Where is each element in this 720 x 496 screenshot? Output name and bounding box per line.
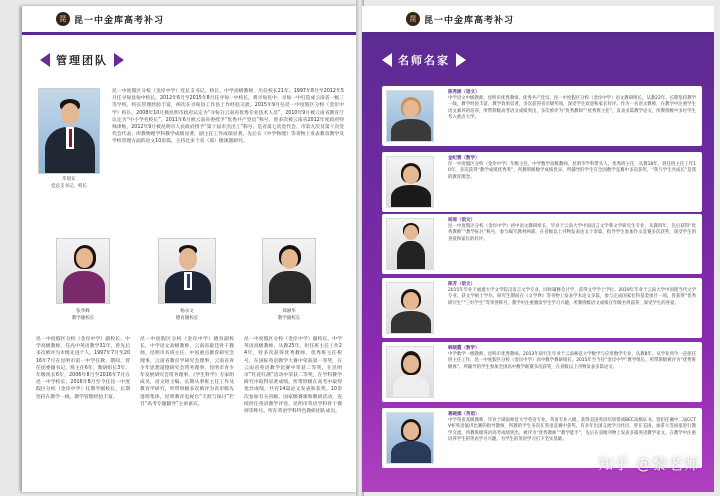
staff-caption-1 [48,308,118,322]
triangle-left-icon [382,53,392,67]
right-section-heading [382,50,466,70]
school-logo-icon: 昆 [56,12,70,26]
left-page [22,6,358,492]
teacher-card-5 [382,342,702,402]
staff-role-3: 教学副校长 [277,316,301,321]
teacher-card-1 [382,86,702,146]
teacher-photo-4 [386,282,434,334]
principal-bio: 昆一中度假区分校（金岸中学）党总支书记、校长，中学高级教师，历任校长21年。1997年8月至2012年5月任寻甸县甸中校长，2012年6月至2015年8月任寻甸一中校长，将寻甸民中、寻甸一中打造成云南省一级三等学校，校长管理经验丰富，两次在寻甸县工作县上作经验交流。2015年9月任昆一中度假区分校（金岸中学）校长，2008年10月被昆明市政府认定为“寻甸分云南省优秀专业技术人员”，2010年9月被云南省教育厅认定为“中小学名校长”，2011年6月被云南省委授予“优秀共产党员”称号，曾多次被云南省2012年度政府特殊津贴，2012年9月被昆明市人民政府授予“第十届市杰出工”称号。是省第七次党代会、市第九次及第十次党代会代表，所教物理学科教学成绩显著，副主任工作成绩显著。先后在《中学物理》等刊物上发表教育教学及学校管理方面的论文10余篇，主持过多个省（部）级课题研究。 [112,89,344,145]
zhihu-watermark: 知乎 @黎老师 [598,455,700,473]
teacher-card-3 [382,214,702,274]
right-page [362,6,714,492]
teacher-bio-4: 2015年毕业于福建大学文学院汉语言文学专业，同时辅修会计学，获得文学学士学位。2019年毕业于云南大学中国现当代文学专业，获文学硕士学位。研究生期间在《文学界》等刊物上发表学术论文多篇，参与完成国家社科基金项目一项，曾获得“优秀研究生”“三好学生”等荣誉称号，教学中注重激发学生学习兴趣，所教班级语文成绩在年级名列前茅，深受学生的喜爱。 [448,288,696,306]
staff-name-2: 杨永文 [180,309,194,314]
header-rule [22,32,358,35]
staff-bio-2: 昆一中度假区分校（金岸中学）德育副校长，中学语文高级教师，云南省最佳骨干教师，昆明市名班主任、中国重点教育研究会理事，云南省教育学研究会理事，云南省青少年思想道德研究会常务理事，昆明市青少年发展研究会常务理事，《学生科学》专家组成员，语文组主编。长期从事班主任工作及教育学研究，所带班级多次被评为省市级先进班集体，昆明教育电视台“天涯与探讨”栏目“高考专题辅导”主讲嘉宾。 [140,337,234,407]
principal-photo [38,88,100,174]
right-section-title: 名师名家 [398,54,450,67]
staff-role-2: 德育副校长 [175,316,199,321]
staff-caption-2 [152,308,222,322]
right-header-title: 昆一中金库高考补习 [424,15,515,26]
teacher-photo-3 [386,218,434,270]
staff-photo-3 [262,238,316,304]
principal-role: 党总支书记、校长 [51,184,87,189]
teacher-photo-5 [386,346,434,398]
principal-name: 毕晨东 [62,177,76,182]
teacher-bio-5: 中学数学一级教师，昆明市优秀教师。2013年研究生毕业于云南师范大学数学与应用数学专业，从教8年，从学业到今一直担任班主任工作，昆一中度假区分校（金岸中学）高中数学教研组长、2015年至今任“金岸中学”教学组长，所带班级被评为“优秀班级体”，所辅导的学生参加全国高中数学联赛多次获奖，在省级以上刊物发表多篇论文。 [448,352,696,370]
teacher-card-4 [382,278,702,338]
school-logo-icon-right: 昆 [406,12,420,26]
header-rule-right [362,32,714,35]
left-header-title: 昆一中金库高考补习 [74,15,165,26]
teacher-name-6: 蒋晓娟（英语） [448,412,480,417]
teacher-name-4: 陈芳（语文） [448,282,475,287]
right-header [362,6,714,32]
staff-photo-2 [158,238,216,304]
teacher-name-3: 杨琼（语文） [448,218,475,223]
teacher-name-1: 陈秀丽（语文） [448,90,480,95]
triangle-left-icon [40,53,50,67]
teacher-bio-3: 昆一中度假区分校（金岸中学）初中语文教研组长，毕业于云南大学中国语言文学系文学研究生专业，从教四年，先后获得“优秀教师”“教学标兵”称号，参与编写教材两部，在省级以上刊物发表论文十余篇，指导学生参加作文竞赛多次获奖，深受学生的喜爱和家长的好评。 [448,224,696,242]
triangle-right-icon [456,53,466,67]
staff-photo-1 [56,238,110,304]
staff-name-3: 郑丽华 [282,309,296,314]
staff-bio-1: 昆一中度假区分校（金岸中学）副校长，中学高级教师，任高中英语教学31年，曾先后多次被评为市级先进个人。1997年7月至2016年7月在昆明市第一中学任教，期间，曾任团委副书记、班主任6年、教研组长3年、年级组长6年，2006年8月至2016年7月在昆一中学校长，2016年8月至今任昆一中度假区分校（金岸中学）任教学副校长，长期坚持在教学一线，教学管理经验丰富。 [36,337,130,400]
teacher-bio-2: 昆一中度假区分校（金岸中学）年级主任，中学数学高级教师，昆明市学科带头人，优秀班主任，从教18年，曾任班主任工作10年，多次获得“教学成绩优秀奖”，所教班级数学成绩优异，所辅导的学生在全国数学竞赛中多次获奖，“我与学生共成长”是我的教育理念。 [448,162,696,180]
teacher-name-5: 韩晓霞（数学） [448,346,480,351]
staff-name-1: 张华峰 [76,309,90,314]
staff-caption-3 [254,308,324,322]
left-header [22,6,358,32]
teacher-photo-6 [386,412,434,464]
teacher-photo-1 [386,90,434,142]
teacher-name-2: 金纪蓉（数学） [448,156,480,161]
staff-bio-3: 昆一中度假区分校（金岸中学）副校长，中学英语高级教师，从教25年，担任班主任工作24年，曾多次获得优秀教师、优秀班主任称号，在国际英语教学大赛中荣获第一等奖，在云南省英语教学比赛中荣获二等奖，在昆明市“红花红满”活动中荣获二等奖，在学科教学研究中取得显著成绩。所带班级在高考中取得优异成绩，共有14篇论文发表和获奖。10余次参加有关省级、国家级赛课和教研活动，连续担任英语教学评卷，昆明市英语学科骨干教师等称号。所在英语学科特色教研团队成员。 [244,337,342,415]
teacher-bio-6: 中学英语高级教师，毕业于湖南师范大学英语专业，英语专业八级，获得美国英语培训资质BEC高级证书。曾担任湘中二届CCTV杯英语演讲比赛的指导教师，所教的学生多次在英语竞赛中获奖。有多年出国交流学习经历，曾在美国、加拿大等国家进行教学交流，所教班级英语高考成绩突出，被评为“优秀教师”“教学能手”，先后在省级刊物上发表多篇英语教学论文。在教学中注重培养学生的英语学习兴趣，为学生的英语学习打下坚实基础。 [448,418,696,443]
principal-caption [32,176,106,190]
teacher-photo-2 [386,156,434,208]
teacher-card-2 [382,152,702,212]
left-section-title: 管理团队 [56,54,108,67]
left-section-heading [40,50,124,70]
teacher-bio-1: 中学语文中级教师，昆明市优秀教师、优秀共产党员。昆一中度假区分校（金岸中学）语文教研组长，从教22年。长期坚持教学一线，教学经验丰富，教学效果显著，多次获得省市级奖项，深受学生欢迎和家长好评。作为一名语文教师，在教学中注重学生语文素养的培养，所带班级高考语文成绩突出，多次被评为“优秀教师”“优秀班主任”，发表多篇教学论文，所教班级中多位学生考入重点大学。 [448,96,696,121]
triangle-right-icon [114,53,124,67]
staff-role-1: 教学副校长 [71,316,95,321]
